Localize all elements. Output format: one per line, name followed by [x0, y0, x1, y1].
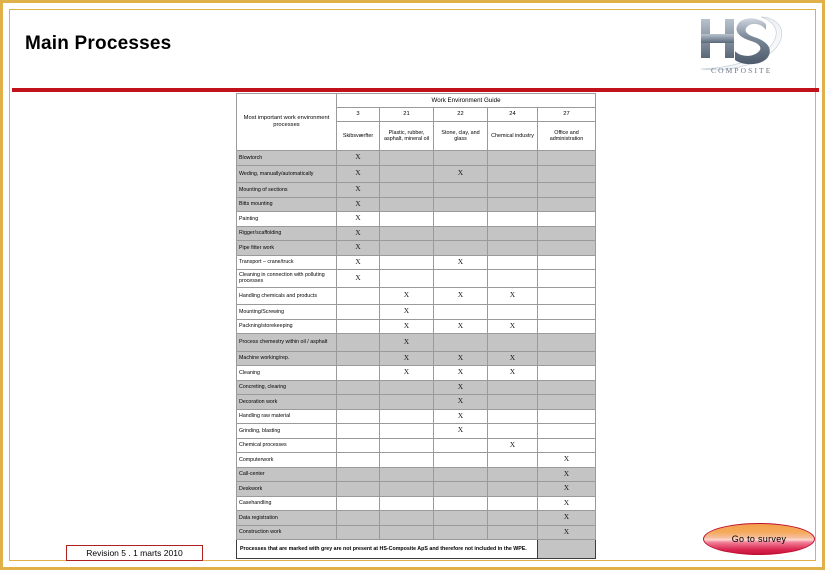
row-label: Chemical processes — [237, 438, 337, 453]
table-row — [237, 525, 596, 540]
cell-empty — [488, 165, 538, 183]
cell-empty — [488, 226, 538, 241]
cell-empty — [380, 482, 434, 497]
row-label: Process chemestry within oil / asphalt — [237, 334, 337, 352]
table-row — [237, 380, 596, 395]
cell-empty — [538, 287, 596, 305]
cell-empty — [538, 165, 596, 183]
column-number-0: 3 — [337, 108, 380, 122]
table-row — [237, 366, 596, 381]
cell-empty — [337, 525, 380, 540]
cell-marked: X — [380, 287, 434, 305]
cell-empty — [434, 226, 488, 241]
cell-marked: X — [380, 334, 434, 352]
table-row — [237, 467, 596, 482]
row-label: Construction work — [237, 525, 337, 540]
cell-empty — [434, 305, 488, 320]
cell-marked: X — [538, 453, 596, 468]
cell-marked: X — [434, 319, 488, 334]
cell-marked: X — [434, 165, 488, 183]
cell-empty — [380, 197, 434, 212]
cell-marked: X — [434, 424, 488, 439]
cell-empty — [488, 424, 538, 439]
column-name-3: Chemical industry — [488, 122, 538, 151]
row-label: Pipe fitter work — [237, 241, 337, 256]
cell-empty — [538, 409, 596, 424]
cell-empty — [380, 241, 434, 256]
cell-empty — [538, 305, 596, 320]
cell-empty — [488, 151, 538, 166]
row-label: Cleaning in connection with polluting processes — [237, 270, 337, 288]
cell-empty — [380, 183, 434, 198]
row-label: Cleaning — [237, 366, 337, 381]
cell-marked: X — [434, 287, 488, 305]
cell-marked: X — [337, 255, 380, 270]
cell-marked: X — [380, 351, 434, 366]
table-row — [237, 151, 596, 166]
hs-composite-logo — [669, 11, 804, 81]
cell-empty — [337, 482, 380, 497]
cell-marked: X — [380, 305, 434, 320]
row-label: Data registration — [237, 511, 337, 526]
cell-empty — [538, 380, 596, 395]
cell-empty — [380, 438, 434, 453]
cell-empty — [434, 151, 488, 166]
cell-empty — [337, 305, 380, 320]
cell-empty — [538, 226, 596, 241]
cell-marked: X — [488, 366, 538, 381]
title-divider — [12, 88, 819, 92]
table-row — [237, 287, 596, 305]
cell-empty — [538, 212, 596, 227]
cell-empty — [488, 212, 538, 227]
cell-marked: X — [434, 366, 488, 381]
row-label: Grinding, blasting — [237, 424, 337, 439]
table-row — [237, 305, 596, 320]
cell-empty — [434, 270, 488, 288]
cell-marked: X — [488, 287, 538, 305]
cell-marked: X — [434, 255, 488, 270]
table-row — [237, 395, 596, 410]
cell-empty — [434, 197, 488, 212]
column-number-1: 21 — [380, 108, 434, 122]
cell-empty — [538, 351, 596, 366]
cell-empty — [488, 409, 538, 424]
cell-marked: X — [337, 226, 380, 241]
cell-empty — [488, 467, 538, 482]
cell-empty — [538, 438, 596, 453]
cell-marked: X — [434, 351, 488, 366]
table-body — [237, 151, 596, 540]
cell-empty — [380, 151, 434, 166]
table-row — [237, 482, 596, 497]
column-name-4: Office and administration — [538, 122, 596, 151]
table-row — [237, 212, 596, 227]
cell-marked: X — [337, 212, 380, 227]
corner-label: Most important work environment processes — [237, 94, 337, 151]
cell-empty — [434, 183, 488, 198]
cell-marked: X — [434, 395, 488, 410]
cell-empty — [488, 482, 538, 497]
cell-empty — [337, 424, 380, 439]
cell-empty — [380, 270, 434, 288]
cell-empty — [488, 183, 538, 198]
cell-empty — [380, 165, 434, 183]
cell-empty — [337, 467, 380, 482]
cell-empty — [538, 395, 596, 410]
cell-empty — [538, 319, 596, 334]
cell-empty — [434, 467, 488, 482]
table-row — [237, 496, 596, 511]
row-label: Machine working/rep. — [237, 351, 337, 366]
row-label: Mounting/Screwing — [237, 305, 337, 320]
cell-empty — [488, 270, 538, 288]
cell-marked: X — [337, 165, 380, 183]
cell-empty — [488, 453, 538, 468]
cell-empty — [538, 255, 596, 270]
cell-empty — [380, 409, 434, 424]
row-label: Call-center — [237, 467, 337, 482]
cell-empty — [538, 334, 596, 352]
table-title: Work Environment Guide — [337, 94, 596, 108]
table-row — [237, 409, 596, 424]
cell-empty — [488, 511, 538, 526]
cell-empty — [380, 525, 434, 540]
cell-empty — [538, 366, 596, 381]
go-to-survey-label: Go to survey — [731, 534, 787, 544]
cell-marked: X — [380, 366, 434, 381]
cell-marked: X — [538, 496, 596, 511]
table-row — [237, 351, 596, 366]
cell-empty — [380, 467, 434, 482]
cell-empty — [488, 334, 538, 352]
cell-marked: X — [337, 183, 380, 198]
column-number-4: 27 — [538, 108, 596, 122]
cell-empty — [380, 395, 434, 410]
table-head — [237, 94, 596, 151]
revision-box — [66, 545, 203, 561]
cell-empty — [337, 351, 380, 366]
cell-empty — [337, 496, 380, 511]
column-number-3: 24 — [488, 108, 538, 122]
cell-empty — [488, 305, 538, 320]
logo-subtitle-text: COMPOSITE — [711, 66, 773, 75]
cell-empty — [434, 241, 488, 256]
footnote-text: Processes that are marked with grey are not present at HS-Composite ApS and therefore not included in the WPE. — [237, 540, 538, 559]
row-label: Rigger/scaffolding — [237, 226, 337, 241]
row-label: Concreting, clearing — [237, 380, 337, 395]
footnote-row — [237, 540, 596, 559]
cell-empty — [488, 255, 538, 270]
cell-empty — [488, 496, 538, 511]
cell-empty — [538, 270, 596, 288]
table-row — [237, 165, 596, 183]
cell-empty — [337, 334, 380, 352]
cell-empty — [434, 334, 488, 352]
cell-empty — [337, 511, 380, 526]
cell-empty — [380, 255, 434, 270]
row-label: Weding, manually/automatically — [237, 165, 337, 183]
table-row — [237, 424, 596, 439]
cell-empty — [488, 525, 538, 540]
cell-empty — [434, 212, 488, 227]
table-row — [237, 438, 596, 453]
cell-empty — [337, 409, 380, 424]
table-foot — [237, 540, 596, 559]
table-row — [237, 226, 596, 241]
cell-empty — [538, 183, 596, 198]
logo-letter-s — [735, 18, 770, 64]
table-row — [237, 197, 596, 212]
cell-marked: X — [488, 351, 538, 366]
table-row — [237, 241, 596, 256]
cell-empty — [434, 496, 488, 511]
row-label: Handling raw material — [237, 409, 337, 424]
cell-empty — [380, 424, 434, 439]
cell-empty — [337, 366, 380, 381]
cell-marked: X — [380, 319, 434, 334]
cell-empty — [488, 380, 538, 395]
cell-empty — [337, 453, 380, 468]
cell-empty — [538, 424, 596, 439]
logo-letter-h — [701, 19, 734, 58]
cell-marked: X — [434, 409, 488, 424]
table-row — [237, 334, 596, 352]
revision-text: Revision 5 . 1 marts 2010 — [86, 548, 183, 558]
row-label: Blowtorch — [237, 151, 337, 166]
row-label: Transport – crane/truck — [237, 255, 337, 270]
cell-marked: X — [337, 151, 380, 166]
cell-marked: X — [337, 270, 380, 288]
cell-empty — [380, 380, 434, 395]
column-name-0: Skibsværfter — [337, 122, 380, 151]
cell-empty — [337, 287, 380, 305]
cell-marked: X — [538, 525, 596, 540]
cell-empty — [434, 525, 488, 540]
cell-empty — [434, 453, 488, 468]
footnote-blank-cell — [538, 540, 596, 559]
table-row — [237, 453, 596, 468]
table-row — [237, 255, 596, 270]
cell-empty — [488, 197, 538, 212]
cell-marked: X — [488, 438, 538, 453]
row-label: Decoration work — [237, 395, 337, 410]
cell-empty — [434, 438, 488, 453]
table-header-title-row — [237, 94, 596, 108]
work-environment-guide-table — [236, 93, 596, 559]
column-name-2: Stone, clay, and glass — [434, 122, 488, 151]
cell-empty — [380, 212, 434, 227]
column-number-2: 22 — [434, 108, 488, 122]
cell-empty — [434, 511, 488, 526]
row-label: Computerwork — [237, 453, 337, 468]
cell-empty — [337, 319, 380, 334]
row-label: Mounting of sections — [237, 183, 337, 198]
table-row — [237, 270, 596, 288]
cell-marked: X — [434, 380, 488, 395]
cell-marked: X — [337, 197, 380, 212]
page-title: Main Processes — [25, 33, 172, 54]
cell-empty — [538, 241, 596, 256]
cell-empty — [488, 241, 538, 256]
cell-empty — [337, 438, 380, 453]
go-to-survey-button[interactable] — [703, 523, 815, 555]
cell-empty — [337, 380, 380, 395]
cell-empty — [337, 395, 380, 410]
cell-empty — [538, 197, 596, 212]
cell-empty — [380, 226, 434, 241]
cell-empty — [380, 496, 434, 511]
cell-empty — [488, 395, 538, 410]
row-label: Bitts mounting — [237, 197, 337, 212]
row-label: Deskwork — [237, 482, 337, 497]
row-label: Packning/storekeeping — [237, 319, 337, 334]
cell-empty — [434, 482, 488, 497]
cell-marked: X — [538, 511, 596, 526]
cell-marked: X — [337, 241, 380, 256]
row-label: Painting — [237, 212, 337, 227]
cell-empty — [538, 151, 596, 166]
table-row — [237, 511, 596, 526]
cell-empty — [380, 511, 434, 526]
table-row — [237, 183, 596, 198]
column-name-1: Plastic, rubber, asphalt, mineral oil — [380, 122, 434, 151]
table-row — [237, 319, 596, 334]
row-label: Handling chemicals and products — [237, 287, 337, 305]
cell-empty — [380, 453, 434, 468]
cell-marked: X — [538, 467, 596, 482]
row-label: Casehandling — [237, 496, 337, 511]
cell-marked: X — [488, 319, 538, 334]
cell-marked: X — [538, 482, 596, 497]
